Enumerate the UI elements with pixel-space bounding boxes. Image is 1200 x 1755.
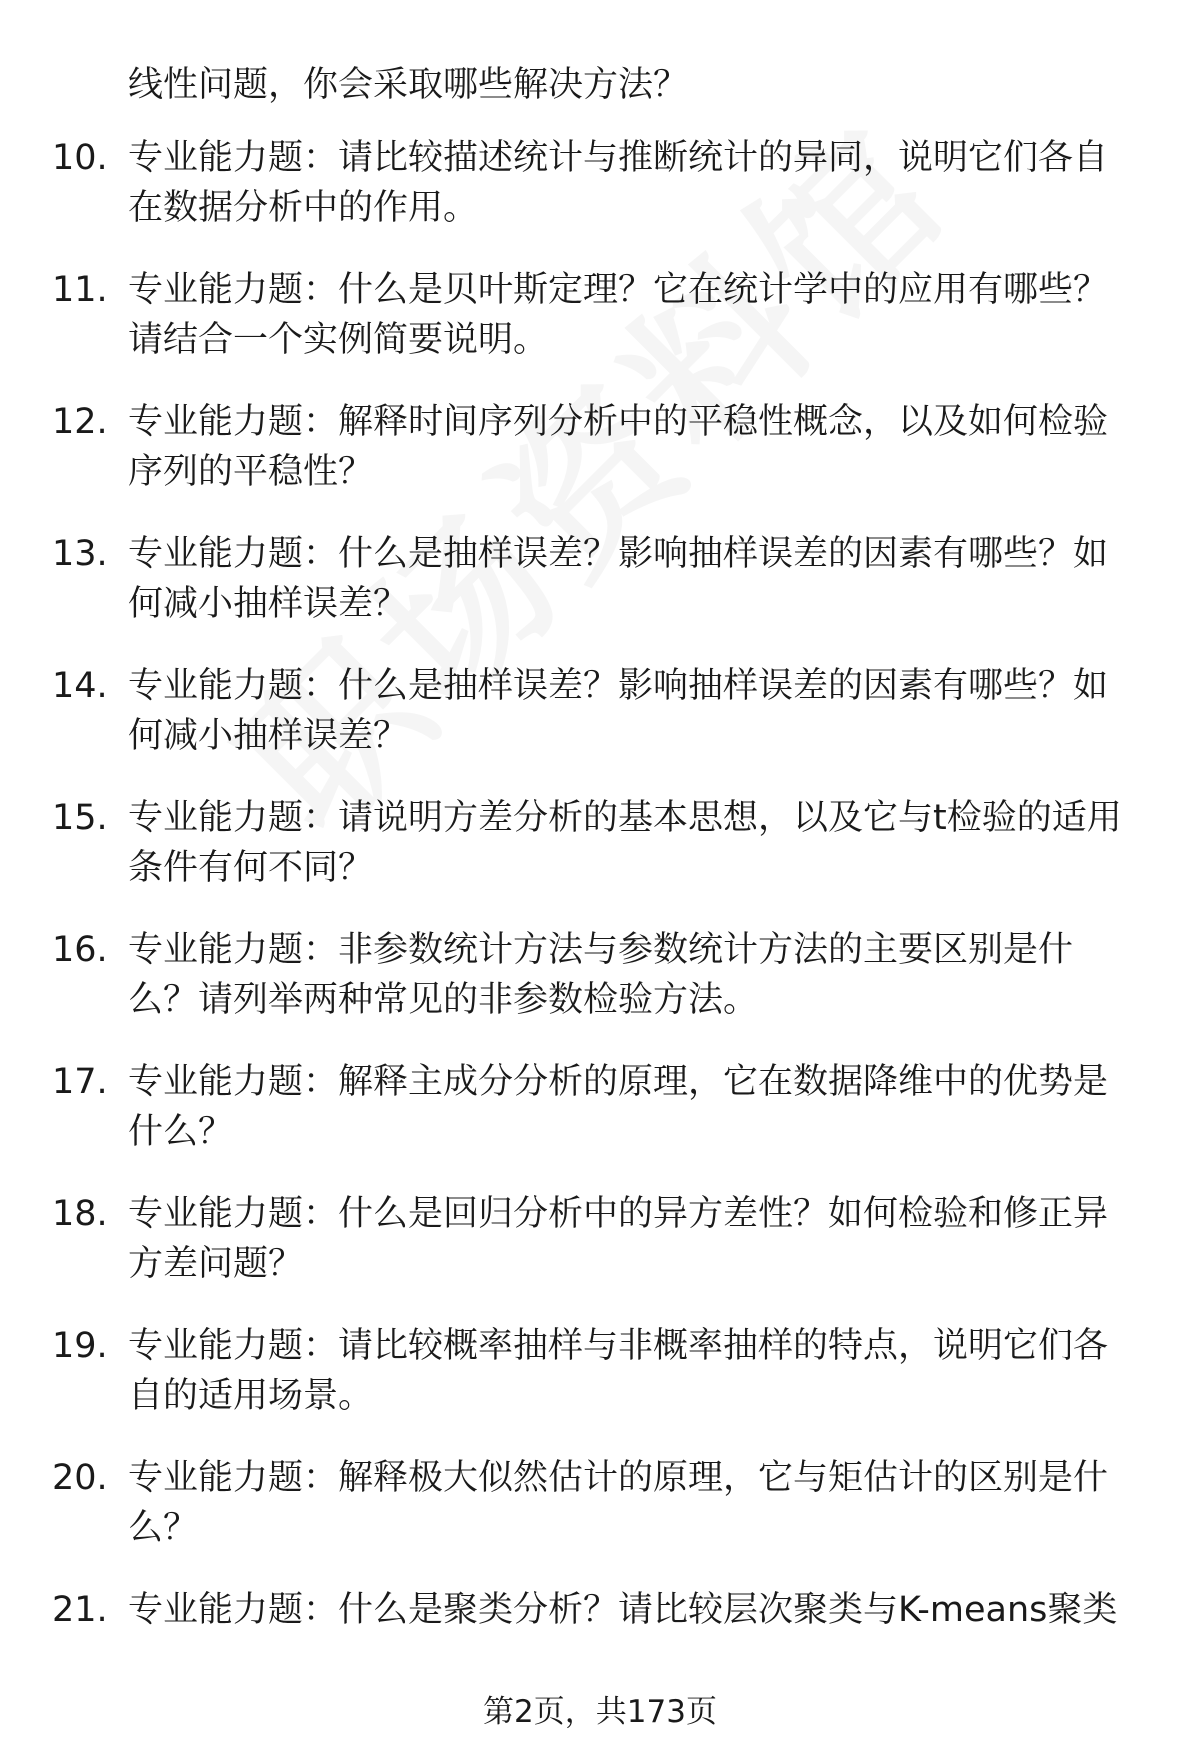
question-text-line: 什么？	[128, 1112, 234, 1152]
question-number: 16.	[52, 930, 108, 970]
question-number: 17.	[52, 1062, 108, 1102]
question-item	[0, 925, 1200, 1057]
question-text-line: 专业能力题：什么是抽样误差？影响抽样误差的因素有哪些？如	[128, 666, 1109, 706]
question-number: 11.	[52, 270, 108, 310]
question-number: 18.	[52, 1194, 108, 1234]
question-text-line: 请结合一个实例简要说明。	[128, 320, 549, 360]
question-text-line: 专业能力题：解释时间序列分析中的平稳性概念，以及如何检验	[128, 402, 1109, 442]
question-number: 14.	[52, 666, 108, 706]
question-item	[0, 529, 1200, 661]
question-number: 20.	[52, 1458, 108, 1498]
question-item	[0, 265, 1200, 397]
question-number: 19.	[52, 1326, 108, 1366]
question-text	[128, 265, 1158, 365]
question-text-line: 专业能力题：解释极大似然估计的原理，它与矩估计的区别是什	[128, 1458, 1109, 1498]
continuation-line: 线性问题，你会采取哪些解决方法？	[128, 65, 689, 105]
question-number: 13.	[52, 534, 108, 574]
question-text	[128, 1189, 1158, 1289]
question-item	[0, 661, 1200, 793]
question-text-line: 专业能力题：什么是回归分析中的异方差性？如何检验和修正异	[128, 1194, 1109, 1234]
question-text	[128, 1321, 1158, 1421]
question-number: 10.	[52, 138, 108, 178]
question-text-line: 何减小抽样误差？	[128, 716, 409, 756]
question-text	[128, 529, 1158, 629]
question-text-line: 专业能力题：什么是聚类分析？请比较层次聚类与K-means聚类	[128, 1590, 1118, 1630]
question-text-line: 专业能力题：解释主成分分析的原理，它在数据降维中的优势是	[128, 1062, 1109, 1102]
question-text-line: 序列的平稳性？	[128, 452, 374, 492]
question-text-line: 何减小抽样误差？	[128, 584, 409, 624]
question-item	[0, 1453, 1200, 1585]
question-text	[128, 397, 1158, 497]
question-text-line: 专业能力题：请说明方差分析的基本思想，以及它与t检验的适用	[128, 798, 1122, 838]
question-text-line: 专业能力题：什么是抽样误差？影响抽样误差的因素有哪些？如	[128, 534, 1109, 574]
question-text-line: 么？	[128, 1508, 199, 1548]
question-number: 15.	[52, 798, 108, 838]
question-text-line: 自的适用场景。	[128, 1376, 374, 1416]
question-text-line: 专业能力题：非参数统计方法与参数统计方法的主要区别是什	[128, 930, 1074, 970]
question-text	[128, 925, 1158, 1025]
question-item	[0, 1057, 1200, 1189]
question-text-line: 条件有何不同？	[128, 848, 374, 888]
question-item	[0, 793, 1200, 925]
question-item	[0, 1189, 1200, 1321]
question-text-line: 专业能力题：请比较概率抽样与非概率抽样的特点，说明它们各	[128, 1326, 1109, 1366]
question-text-line: 在数据分析中的作用。	[128, 188, 479, 228]
question-text	[128, 1585, 1158, 1635]
question-text-line: 么？请列举两种常见的非参数检验方法。	[128, 980, 759, 1020]
question-number: 12.	[52, 402, 108, 442]
question-text-line: 方差问题？	[128, 1244, 304, 1284]
question-item	[0, 397, 1200, 529]
question-text	[128, 661, 1158, 761]
question-text	[128, 1453, 1158, 1553]
question-item	[0, 133, 1200, 265]
question-text	[128, 1057, 1158, 1157]
question-list	[0, 133, 1200, 1717]
question-text-line: 专业能力题：请比较描述统计与推断统计的异同，说明它们各自	[128, 138, 1109, 178]
question-text	[128, 133, 1158, 233]
question-text	[128, 793, 1158, 893]
question-text-line: 专业能力题：什么是贝叶斯定理？它在统计学中的应用有哪些？	[128, 270, 1109, 310]
page-footer: 第2页，共173页	[483, 1694, 717, 1730]
question-number: 21.	[52, 1590, 108, 1630]
question-item	[0, 1321, 1200, 1453]
